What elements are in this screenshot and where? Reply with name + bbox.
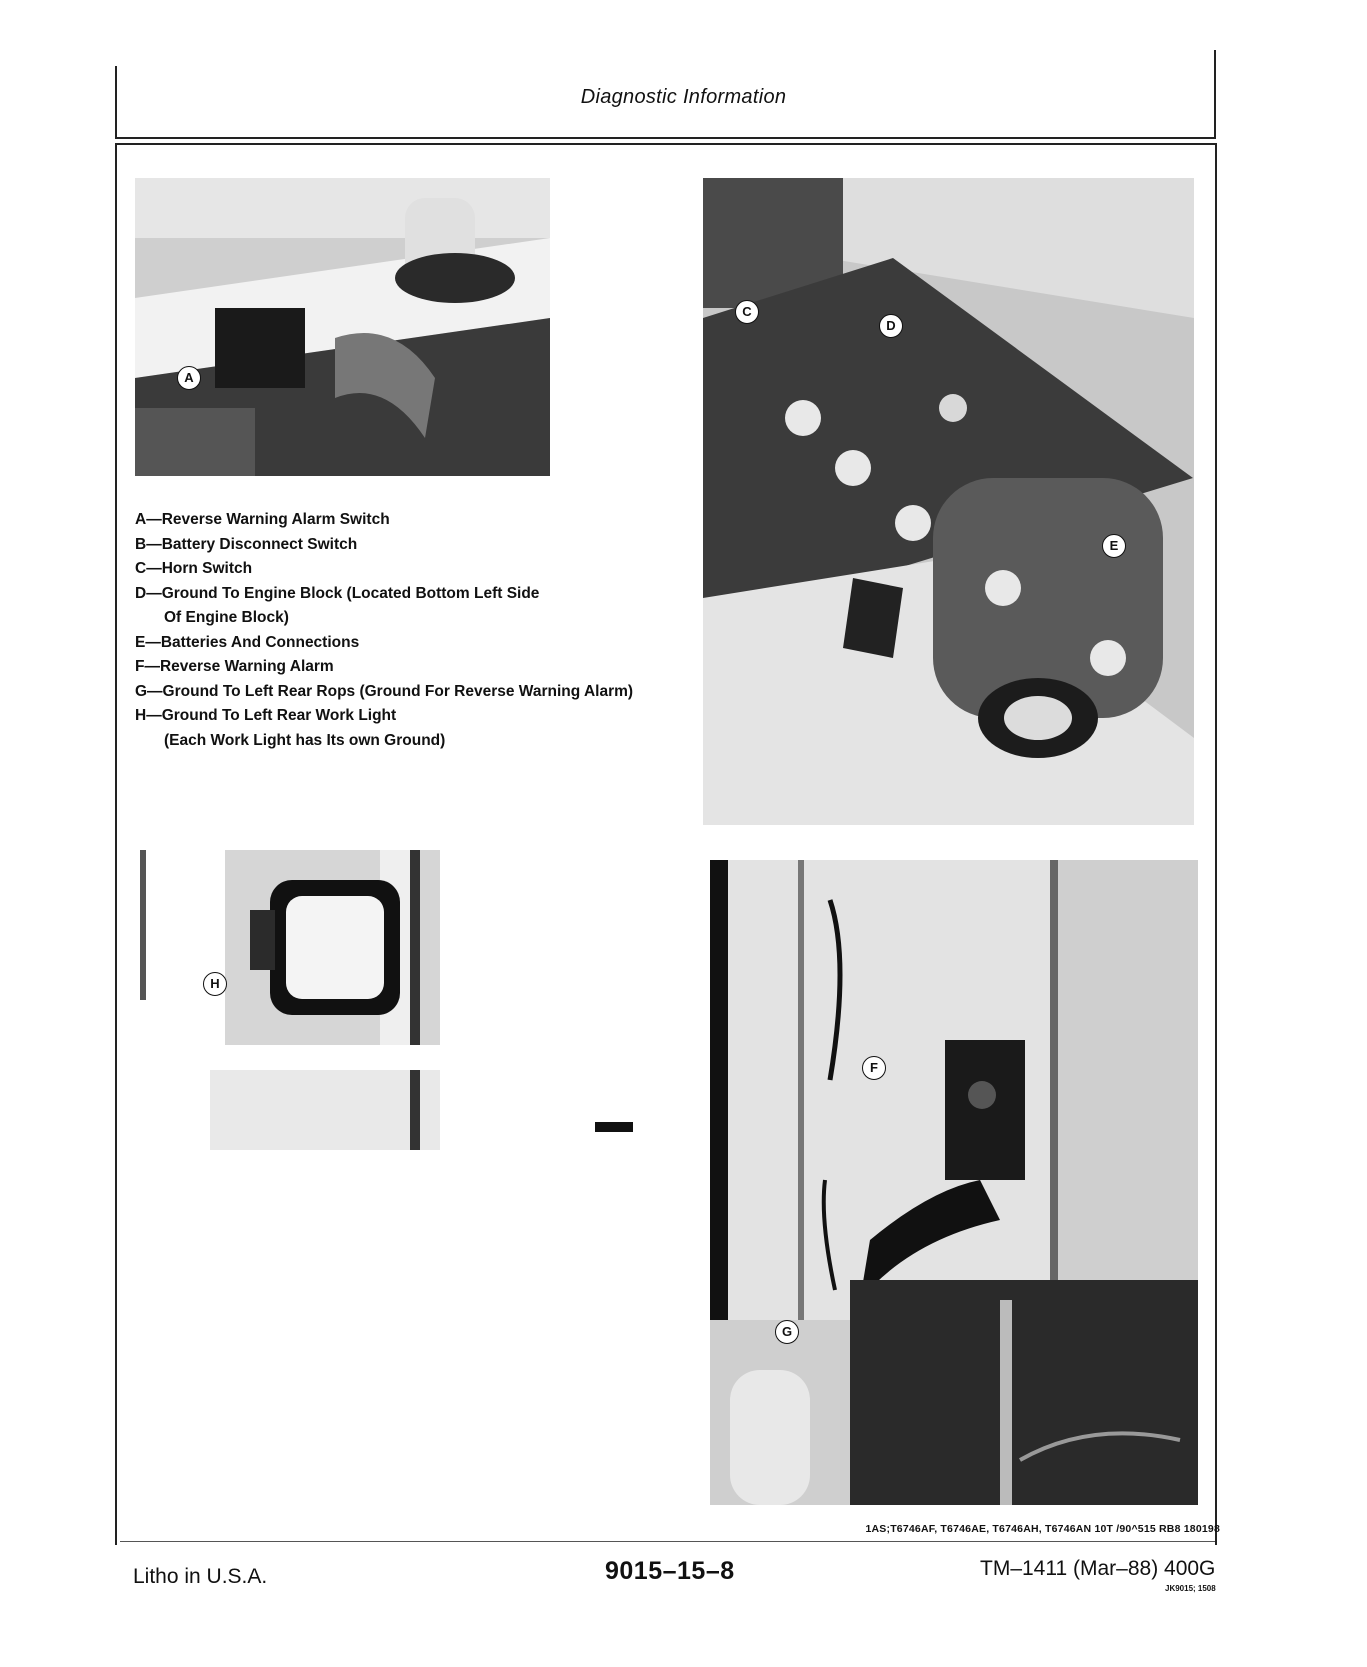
callout-g: G [775,1320,799,1344]
callout-e: E [1102,534,1126,558]
legend-item-h-continued: (Each Work Light has Its own Ground) [164,731,446,749]
legend-item-b: B—Battery Disconnect Switch [135,535,358,553]
legend-item-a: A—Reverse Warning Alarm Switch [135,511,390,528]
footer-manual-id: TM–1411 (Mar–88) 400G [980,1557,1216,1580]
legend-list [135,508,695,753]
header-bottom-rule [115,137,1216,139]
callout-f: F [862,1056,886,1080]
page-number: 9015–15–8 [605,1557,735,1585]
photo-reverse-alarm-illustration [710,860,1198,1505]
legend-item-g: G—Ground To Left Rear Rops (Ground For Reverse Warning Alarm) [135,682,634,700]
callout-a: A [177,366,201,390]
legend-item-d-continued: Of Engine Block) [164,609,289,626]
footer-code: JK9015; 1508 [1165,1584,1216,1593]
photo-switch-illustration [135,178,550,476]
photo-batteries-illustration [703,178,1194,825]
callout-h: H [203,972,227,996]
decorative-mark [595,1122,633,1132]
photo-work-light [140,850,440,1150]
page-title: Diagnostic Information [580,86,787,108]
photo-reverse-alarm [710,860,1198,1505]
legend-item-e: E—Batteries And Connections [135,633,360,651]
legend-item-f: F—Reverse Warning Alarm [135,658,334,675]
callout-d: D [879,314,903,338]
photo-reverse-alarm-switch [135,178,550,476]
figure-references: 1AS;T6746AF, T6746AE, T6746AH, T6746AN 10T /90^515 RB8 180198 [865,1523,1220,1535]
legend-item-c: C—Horn Switch [135,560,253,577]
legend-item-d: D—Ground To Engine Block (Located Bottom Left Side [135,584,540,602]
photo-batteries [703,178,1194,825]
footer-litho: Litho in U.S.A. [133,1565,268,1588]
photo-work-light-illustration [140,850,440,1150]
legend-item-h: H—Ground To Left Rear Work Light [135,707,397,724]
callout-c: C [735,300,759,324]
footer-rule [120,1541,1215,1542]
